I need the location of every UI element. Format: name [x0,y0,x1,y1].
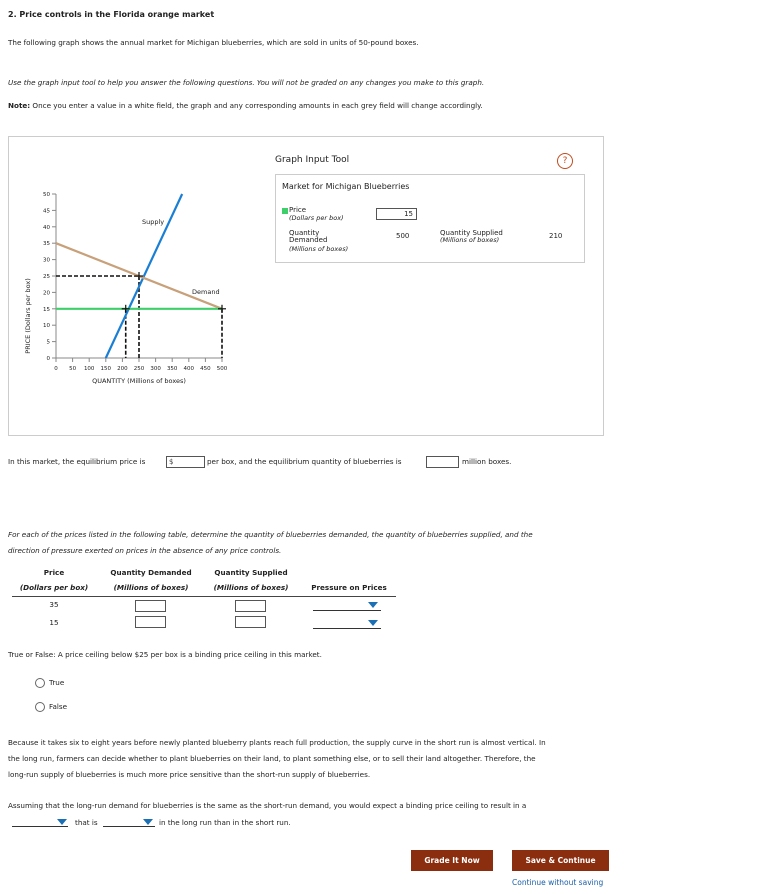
supply-label: Supply [142,218,165,226]
eq-text-a: In this market, the equilibrium price is [8,457,146,466]
y-tick-label: 0 [46,356,50,362]
x-tick-label: 300 [150,366,161,372]
equilibrium-price-input[interactable] [166,456,205,468]
price-label: Price [289,206,307,214]
col-qs-h1: Quantity Supplied [214,568,288,577]
eq-text-b: per box, and the equilibrium quantity of blueberries is [207,457,402,466]
save-continue-button[interactable]: Save & Continue [512,850,609,871]
col-qd-h1: Quantity Demanded [110,568,192,577]
chart-lines [56,194,226,358]
instruction-text: Use the graph input tool to help you answer the following questions. You will not be graded on any changes you make to this graph. [8,78,485,87]
y-tick-label: 15 [43,306,50,313]
chevron-down-icon[interactable] [368,602,378,608]
x-tick-label: 100 [83,366,95,372]
chevron-down-icon[interactable] [57,819,67,825]
x-tick-label: 50 [69,366,77,372]
tool-title: Graph Input Tool [275,155,350,165]
demand-label: Demand [192,288,220,296]
qs-units: (Millions of boxes) [440,236,500,244]
x-tick-label: 400 [183,366,195,372]
y-tick-label: 40 [43,224,50,231]
longrun-para-1: Because it takes six to eight years before newly planted blueberry plants reach full production, the supply curve in the short run is almost vertical. In [8,738,546,747]
pressure-dropdown-row-1[interactable] [313,610,381,611]
qd-label-1: Quantity [289,229,320,237]
col-pressure-h: Pressure on Prices [311,583,387,592]
grade-it-now-button[interactable]: Grade It Now [411,850,493,871]
q3-end: in the long run than in the short run. [159,818,291,827]
price-units: (Dollars per box) [289,214,344,222]
size-dropdown[interactable] [103,826,155,827]
radio-false[interactable] [35,702,45,712]
y-tick-label: 50 [43,192,50,198]
y-tick-label: 30 [43,257,50,264]
longrun-para-2: the long run, farmers can decide whether to plant blueberries on their land, to plant something else, or to sell their land altogether. Therefore, the [8,754,536,763]
price-color-swatch [282,208,288,214]
radio-true[interactable] [35,678,45,688]
x-ticks [54,358,227,372]
note-body: Once you enter a value in a white field, the graph and any corresponding amounts in each grey field will change accordingly. [30,101,483,110]
blueberry-market-chart[interactable] [8,136,268,406]
row-price: 35 [49,600,59,609]
qd-value: 500 [396,232,410,240]
currency-symbol: $ [169,458,174,466]
qd-label-2: Demanded [289,236,328,244]
qs-value: 210 [549,232,563,240]
y-tick-label: 20 [43,290,50,297]
equilibrium-quantity-input[interactable] [426,456,459,468]
tf-question: True or False: A price ceiling below $25 per box is a binding price ceiling in this market. [8,650,322,659]
qd-units: (Millions of boxes) [289,245,349,253]
y-ticks [43,192,56,362]
intro-text: The following graph shows the annual market for Michigan blueberries, which are sold in units of 50-pound boxes. [8,38,419,47]
option-true-label[interactable]: True [49,678,65,687]
shortage-dropdown[interactable] [12,826,68,827]
market-title: Market for Michigan Blueberries [282,182,410,191]
qs-input-row-2[interactable] [235,616,266,628]
note-label: Note: [8,101,31,110]
equilibrium-question [8,454,145,470]
y-tick-label: 5 [46,339,50,346]
eq-text-c: million boxes. [462,457,512,466]
page-title: 2. Price controls in the Florida orange market [8,10,215,19]
help-icon[interactable]: ? [557,153,573,169]
table-intro-1: For each of the prices listed in the following table, determine the quantity of blueberries demanded, the quantity of blueberries supplied, and the [8,530,533,539]
price-input[interactable]: 15 [376,208,417,220]
row-price: 15 [49,618,59,627]
y-tick-label: 45 [43,208,50,215]
qd-input-row-2[interactable] [135,616,166,628]
col-price-h2: (Dollars per box) [19,583,89,592]
x-tick-label: 350 [166,366,178,372]
col-qs-h2: (Millions of boxes) [213,583,289,592]
col-qd-h2: (Millions of boxes) [113,583,189,592]
col-price-h1: Price [43,568,65,577]
q3-mid: that is [75,818,98,827]
y-axis-label: PRICE (Dollars per box) [24,278,32,354]
x-tick-label: 500 [216,366,228,372]
chevron-down-icon[interactable] [143,819,153,825]
option-false-label[interactable]: False [49,702,68,711]
x-tick-label: 250 [133,366,145,372]
pressure-dropdown-row-2[interactable] [313,628,381,629]
chevron-down-icon[interactable] [368,620,378,626]
x-tick-label: 450 [200,366,211,372]
y-tick-label: 35 [43,241,50,248]
note-text [8,98,483,114]
y-tick-label: 10 [43,323,50,330]
x-tick-label: 200 [117,366,128,372]
table-intro-2: direction of pressure exerted on prices in the absence of any price controls. [8,546,282,555]
qs-input-row-1[interactable] [235,600,266,612]
x-tick-label: 0 [54,366,58,372]
y-tick-label: 25 [43,274,50,280]
qs-label: Quantity Supplied [440,229,503,237]
x-axis-label: QUANTITY (Millions of boxes) [92,377,186,385]
x-tick-label: 150 [100,366,112,372]
qd-input-row-1[interactable] [135,600,166,612]
continue-without-saving-link[interactable]: Continue without saving [512,878,604,887]
q3-line-1: Assuming that the long-run demand for blueberries is the same as the short-run demand, you would expect a binding price ceiling to result in a [8,801,527,810]
longrun-para-3: long-run supply of blueberries is much more price sensitive than the short-run supply of blueberries. [8,770,371,779]
